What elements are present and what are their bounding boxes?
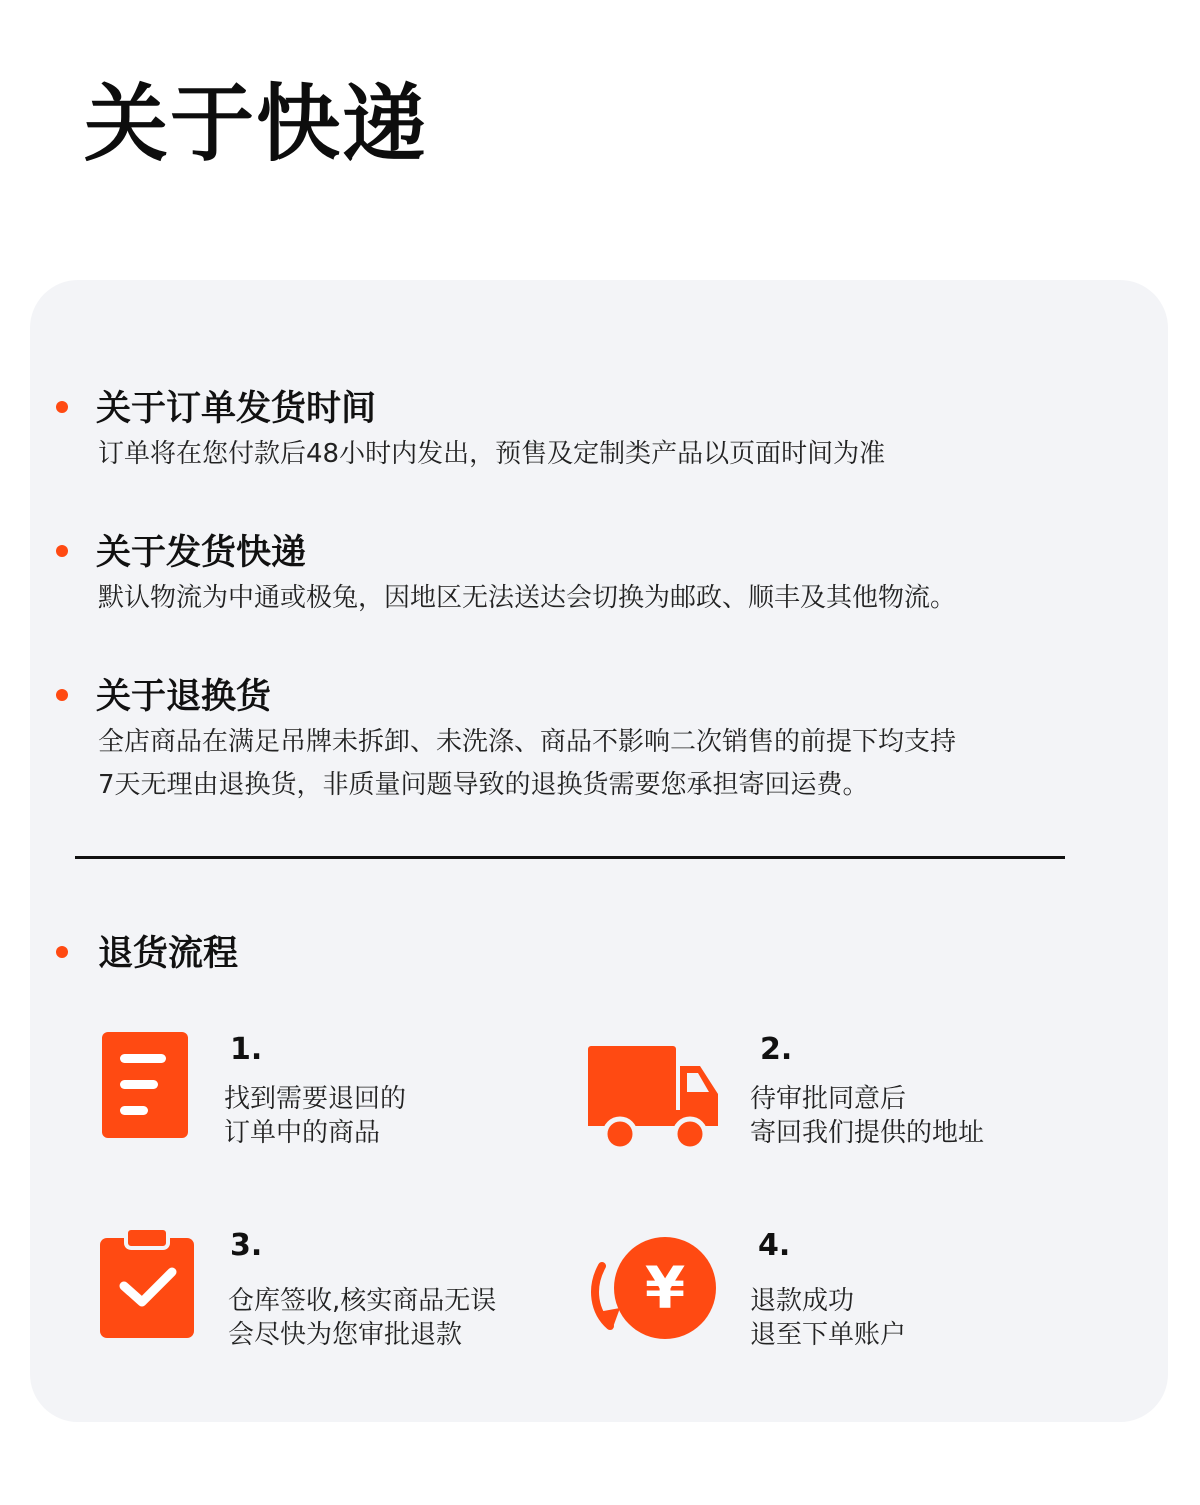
info-card bbox=[30, 280, 1168, 1422]
step-text: 寄回我们提供的地址 bbox=[750, 1118, 985, 1148]
step-number: 2. bbox=[760, 1032, 793, 1067]
step-text: 会尽快为您审批退款 bbox=[228, 1320, 463, 1350]
bullet-dot bbox=[56, 689, 68, 701]
truck-icon bbox=[588, 1032, 720, 1148]
divider bbox=[75, 856, 1065, 859]
step-number: 4. bbox=[758, 1228, 791, 1263]
step-number: 3. bbox=[230, 1228, 263, 1263]
step-text: 退款成功 bbox=[750, 1286, 855, 1316]
bullet-dot bbox=[56, 545, 68, 557]
section-title: 关于退换货 bbox=[96, 677, 272, 717]
return-step-1 bbox=[102, 1032, 582, 1172]
section-text: 默认物流为中通或极兔，因地区无法送达会切换为邮政、顺丰及其他物流。 bbox=[98, 583, 957, 613]
yuan-refund-icon bbox=[580, 1228, 720, 1344]
section-title: 退货流程 bbox=[98, 934, 239, 974]
step-text: 退至下单账户 bbox=[750, 1320, 907, 1350]
yuan-symbol: ¥ bbox=[644, 1254, 686, 1322]
section-text: 7天无理由退换货，非质量问题导致的退换货需要您承担寄回运费。 bbox=[98, 770, 869, 800]
step-text: 待审批同意后 bbox=[750, 1084, 907, 1114]
return-step-4 bbox=[580, 1228, 1060, 1368]
section-text: 订单将在您付款后48小时内发出，预售及定制类产品以页面时间为准 bbox=[98, 439, 886, 469]
bullet-dot bbox=[56, 401, 68, 413]
document-icon bbox=[102, 1032, 188, 1138]
return-step-2 bbox=[588, 1032, 1068, 1172]
section-title: 关于订单发货时间 bbox=[96, 389, 377, 429]
bullet-dot bbox=[56, 946, 68, 958]
page-title: 关于快递 bbox=[84, 75, 429, 173]
step-text: 仓库签收,核实商品无误 bbox=[228, 1286, 497, 1316]
step-text: 找到需要退回的 bbox=[224, 1084, 407, 1114]
section-text: 全店商品在满足吊牌未拆卸、未洗涤、商品不影响二次销售的前提下均支持 bbox=[98, 727, 957, 757]
step-number: 1. bbox=[230, 1032, 263, 1067]
return-step-3 bbox=[100, 1228, 580, 1368]
section-title: 关于发货快递 bbox=[96, 533, 307, 573]
step-text: 订单中的商品 bbox=[224, 1118, 381, 1148]
clipboard-check-icon bbox=[100, 1228, 194, 1340]
